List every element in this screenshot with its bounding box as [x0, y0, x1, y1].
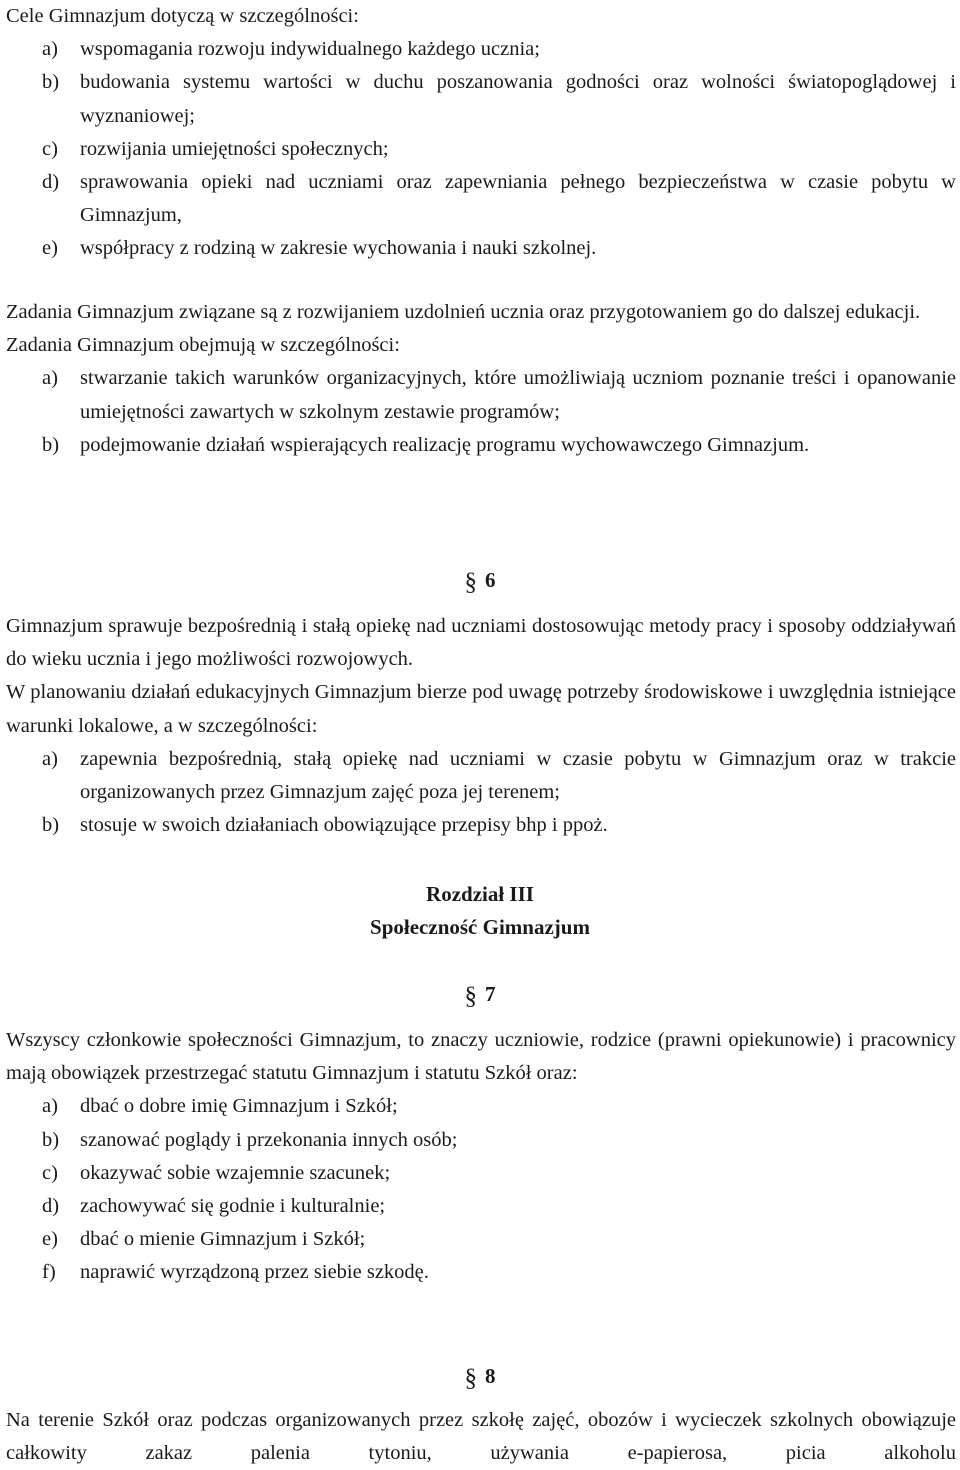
list-item [6, 1090, 956, 1123]
list-item [6, 33, 956, 66]
section-8-body [6, 1404, 956, 1470]
section-6-heading [0, 564, 960, 596]
tasks-paragraph: Zadania Gimnazjum związane są z rozwijaniem uzdolnień ucznia oraz przygotowaniem go do dalszej edukacji. [6, 301, 921, 323]
list-text: współpracy z rodziną w zakresie wychowania i nauki szkolnej. [80, 237, 597, 260]
list-text: naprawić wyrządzoną przez siebie szkodę. [80, 1261, 429, 1284]
section-6-paragraph-2: W planowaniu działań edukacyjnych Gimnazjum bierze pod uwagę potrzeby środowiskowe i uwzględnia istniejące warunki lokalowe, a w szczególności: [6, 681, 956, 737]
list-item [6, 232, 956, 265]
list-item [6, 1157, 956, 1190]
list-marker: e) [42, 1228, 58, 1251]
list-text: wspomagania rozwoju indywidualnego każdego ucznia; [80, 38, 540, 61]
list-item [6, 1124, 956, 1157]
list-marker: e) [42, 237, 58, 260]
section-symbol: § [464, 983, 477, 1010]
list-item [6, 1256, 956, 1289]
list-item [6, 166, 956, 232]
list-text: zachowywać się godnie i kulturalnie; [80, 1195, 386, 1218]
section-6-body [6, 610, 956, 842]
list-text: zapewnia bezpośrednią, stałą opiekę nad uczniami w czasie pobytu w Gimnazjum oraz w trakcie organizowanych przez Gimnazjum zajęć poza jej terenem; [80, 747, 956, 804]
list-item [6, 429, 956, 462]
list-item [6, 743, 956, 809]
list-text: budowania systemu wartości w duchu poszanowania godności oraz wolności światopoglądowej i wyznaniowej; [80, 71, 956, 127]
list-marker: a) [42, 1095, 58, 1118]
section-7-paragraph: Wszyscy członkowie społeczności Gimnazjum, to znaczy uczniowie, rodzice (prawni opiekunowie) i pracownicy mają obowiązek przestrzegać statutu Gimnazjum i statutu Szkół oraz: [6, 1029, 956, 1085]
list-text: dbać o dobre imię Gimnazjum i Szkół; [80, 1095, 398, 1118]
section-7-body [6, 1024, 956, 1290]
list-text: okazywać sobie wzajemnie szacunek; [80, 1161, 391, 1184]
list-marker: c) [42, 137, 58, 160]
section-6-paragraph-1: Gimnazjum sprawuje bezpośrednią i stałą opiekę nad uczniami dostosowując metody pracy i sposoby oddziaływań do wieku ucznia i jego możliwości rozwojowych. [6, 615, 956, 671]
list-item [6, 362, 956, 428]
list-text: stosuje w swoich działaniach obowiązujące przepisy bhp i ppoż. [80, 814, 608, 837]
section-symbol: § [464, 1365, 477, 1392]
list-text: sprawowania opieki nad uczniami oraz zapewniania pełnego bezpieczeństwa w czasie pobytu w Gimnazjum, [80, 171, 956, 227]
section-number: 6 [485, 568, 496, 592]
list-marker: b) [42, 1128, 60, 1151]
list-marker: a) [42, 367, 58, 390]
list-marker: a) [42, 747, 58, 770]
list-marker: c) [42, 1161, 58, 1184]
list-text: dbać o mienie Gimnazjum i Szkół; [80, 1228, 366, 1251]
list-marker: f) [42, 1261, 56, 1284]
section-8-heading [0, 1360, 960, 1392]
list-item [6, 66, 956, 132]
section-7-heading [0, 978, 960, 1010]
list-text: rozwijania umiejętności społecznych; [80, 137, 389, 160]
list-marker: b) [42, 433, 60, 456]
list-text: stwarzanie takich warunków organizacyjnych, które umożliwiają uczniom poznanie treści i opanowanie umiejętności zawartych w szkolnym zestawie programów; [80, 367, 956, 423]
list-text: szanować poglądy i przekonania innych osób; [80, 1128, 458, 1151]
tasks-block [6, 296, 956, 462]
list-item [6, 1223, 956, 1256]
chapter-number: Rozdział III [426, 882, 534, 906]
section-number: 8 [485, 1364, 496, 1388]
tasks-lead: Zadania Gimnazjum obejmują w szczególności: [6, 334, 400, 357]
goals-lead: Cele Gimnazjum dotyczą w szczególności: [6, 5, 359, 27]
goals-block [6, 0, 956, 266]
list-text: podejmowanie działań wspierających realizację programu wychowawczego Gimnazjum. [80, 433, 810, 456]
chapter-title: Społeczność Gimnazjum [370, 915, 590, 939]
list-marker: b) [42, 71, 60, 94]
list-marker: b) [42, 814, 60, 837]
section-symbol: § [464, 569, 477, 596]
list-item [6, 1190, 956, 1223]
list-marker: a) [42, 38, 58, 61]
section-8-paragraph: Na terenie Szkół oraz podczas organizowanych przez szkołę zajęć, obozów i wycieczek szkolnych obowiązuje całkowity zakaz palenia tytoniu, używania e-papierosa, picia alkoholu [6, 1409, 956, 1465]
list-marker: d) [42, 1195, 60, 1218]
list-item [6, 133, 956, 166]
list-marker: d) [42, 171, 60, 194]
section-number: 7 [485, 982, 496, 1006]
list-item [6, 809, 956, 842]
